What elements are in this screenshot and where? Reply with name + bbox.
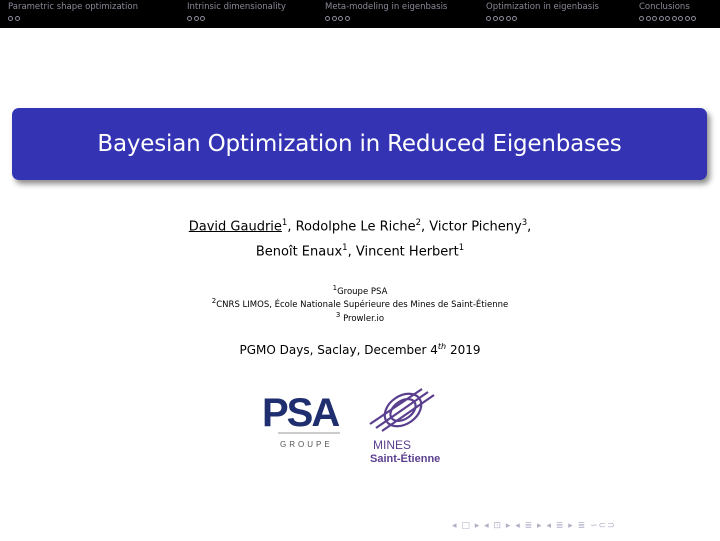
nav-dot-icon[interactable] <box>187 16 192 21</box>
nav-dot-icon[interactable] <box>338 16 343 21</box>
nav-dot-icon[interactable] <box>8 16 13 21</box>
nav-dots <box>8 16 138 21</box>
nav-section-optimization-in-eigenbasis[interactable]: Optimization in eigenbasis <box>486 2 599 21</box>
nav-dots <box>486 16 599 21</box>
event-line: PGMO Days, Saclay, December 4th 2019 <box>239 342 481 357</box>
psa-logo-subtext: GROUPE <box>280 440 333 449</box>
affiliation: $^2$CNRS LIMOS, École Nationale Supérieure des Mines de Saint-Étienne <box>211 297 509 310</box>
nav-dot-icon[interactable] <box>659 16 664 21</box>
beamer-navigation-controls[interactable]: ◂ □ ▸ ◂ ⊡ ▸ ◂ ≣ ▸ ◂ ≣ ▸ ≣ ∽⊂⊃ <box>452 521 616 531</box>
nav-dot-icon[interactable] <box>685 16 690 21</box>
authors-line-2: Benoît Enaux$^1$, Vincent Herbert$^1$ <box>255 243 465 260</box>
nav-dot-icon[interactable] <box>325 16 330 21</box>
nav-dot-icon[interactable] <box>194 16 199 21</box>
nav-dot-icon[interactable] <box>672 16 677 21</box>
logos <box>258 386 458 468</box>
authors-line-1: David Gaudrie$^1$, Rodolphe Le Riche$^2$, Victor Picheny$^3$, <box>188 218 532 235</box>
nav-dots <box>187 16 286 21</box>
nav-section-meta-modeling[interactable]: Meta-modeling in eigenbasis <box>325 2 447 21</box>
nav-dots <box>639 16 696 21</box>
author-name: David Gaudrie <box>188 219 282 235</box>
nav-dot-icon[interactable] <box>499 16 504 21</box>
author-name: Vincent Herbert <box>355 244 459 260</box>
nav-dot-icon[interactable] <box>691 16 696 21</box>
psa-logo-text: PSA <box>262 391 339 435</box>
nav-section-parametric-shape-optimization[interactable]: Parametric shape optimization <box>8 2 138 21</box>
nav-dot-icon[interactable] <box>345 16 350 21</box>
nav-dot-icon[interactable] <box>15 16 20 21</box>
affiliation: $^3$ Prowler.io <box>335 311 385 324</box>
nav-dots <box>325 16 447 21</box>
nav-dot-icon[interactable] <box>200 16 205 21</box>
mines-logo <box>370 387 440 465</box>
mines-logo-subtext: Saint-Étienne <box>370 453 441 465</box>
nav-dot-icon[interactable] <box>506 16 511 21</box>
mines-emblem-icon <box>370 387 434 433</box>
psa-logo <box>262 391 340 449</box>
nav-dot-icon[interactable] <box>665 16 670 21</box>
author-name: Rodolphe Le Riche <box>295 219 416 235</box>
mines-logo-text: MINES <box>373 438 412 452</box>
nav-dot-icon[interactable] <box>652 16 657 21</box>
nav-dot-icon[interactable] <box>512 16 517 21</box>
nav-dot-icon[interactable] <box>493 16 498 21</box>
title-box <box>12 108 707 180</box>
nav-dot-icon[interactable] <box>639 16 644 21</box>
nav-dot-icon[interactable] <box>486 16 491 21</box>
nav-dot-icon[interactable] <box>332 16 337 21</box>
affiliation: $^1$Groupe PSA <box>332 284 388 297</box>
logo-graphics <box>258 386 458 468</box>
author-name: Victor Picheny <box>429 219 522 235</box>
nav-dot-icon[interactable] <box>678 16 683 21</box>
nav-section-conclusions[interactable]: Conclusions <box>639 2 696 21</box>
nav-dot-icon[interactable] <box>646 16 651 21</box>
slide-title: Bayesian Optimization in Reduced Eigenbases <box>97 131 622 157</box>
author-name: Benoît Enaux <box>255 244 343 260</box>
section-navbar <box>0 0 720 28</box>
nav-section-intrinsic-dimensionality[interactable]: Intrinsic dimensionality <box>187 2 286 21</box>
